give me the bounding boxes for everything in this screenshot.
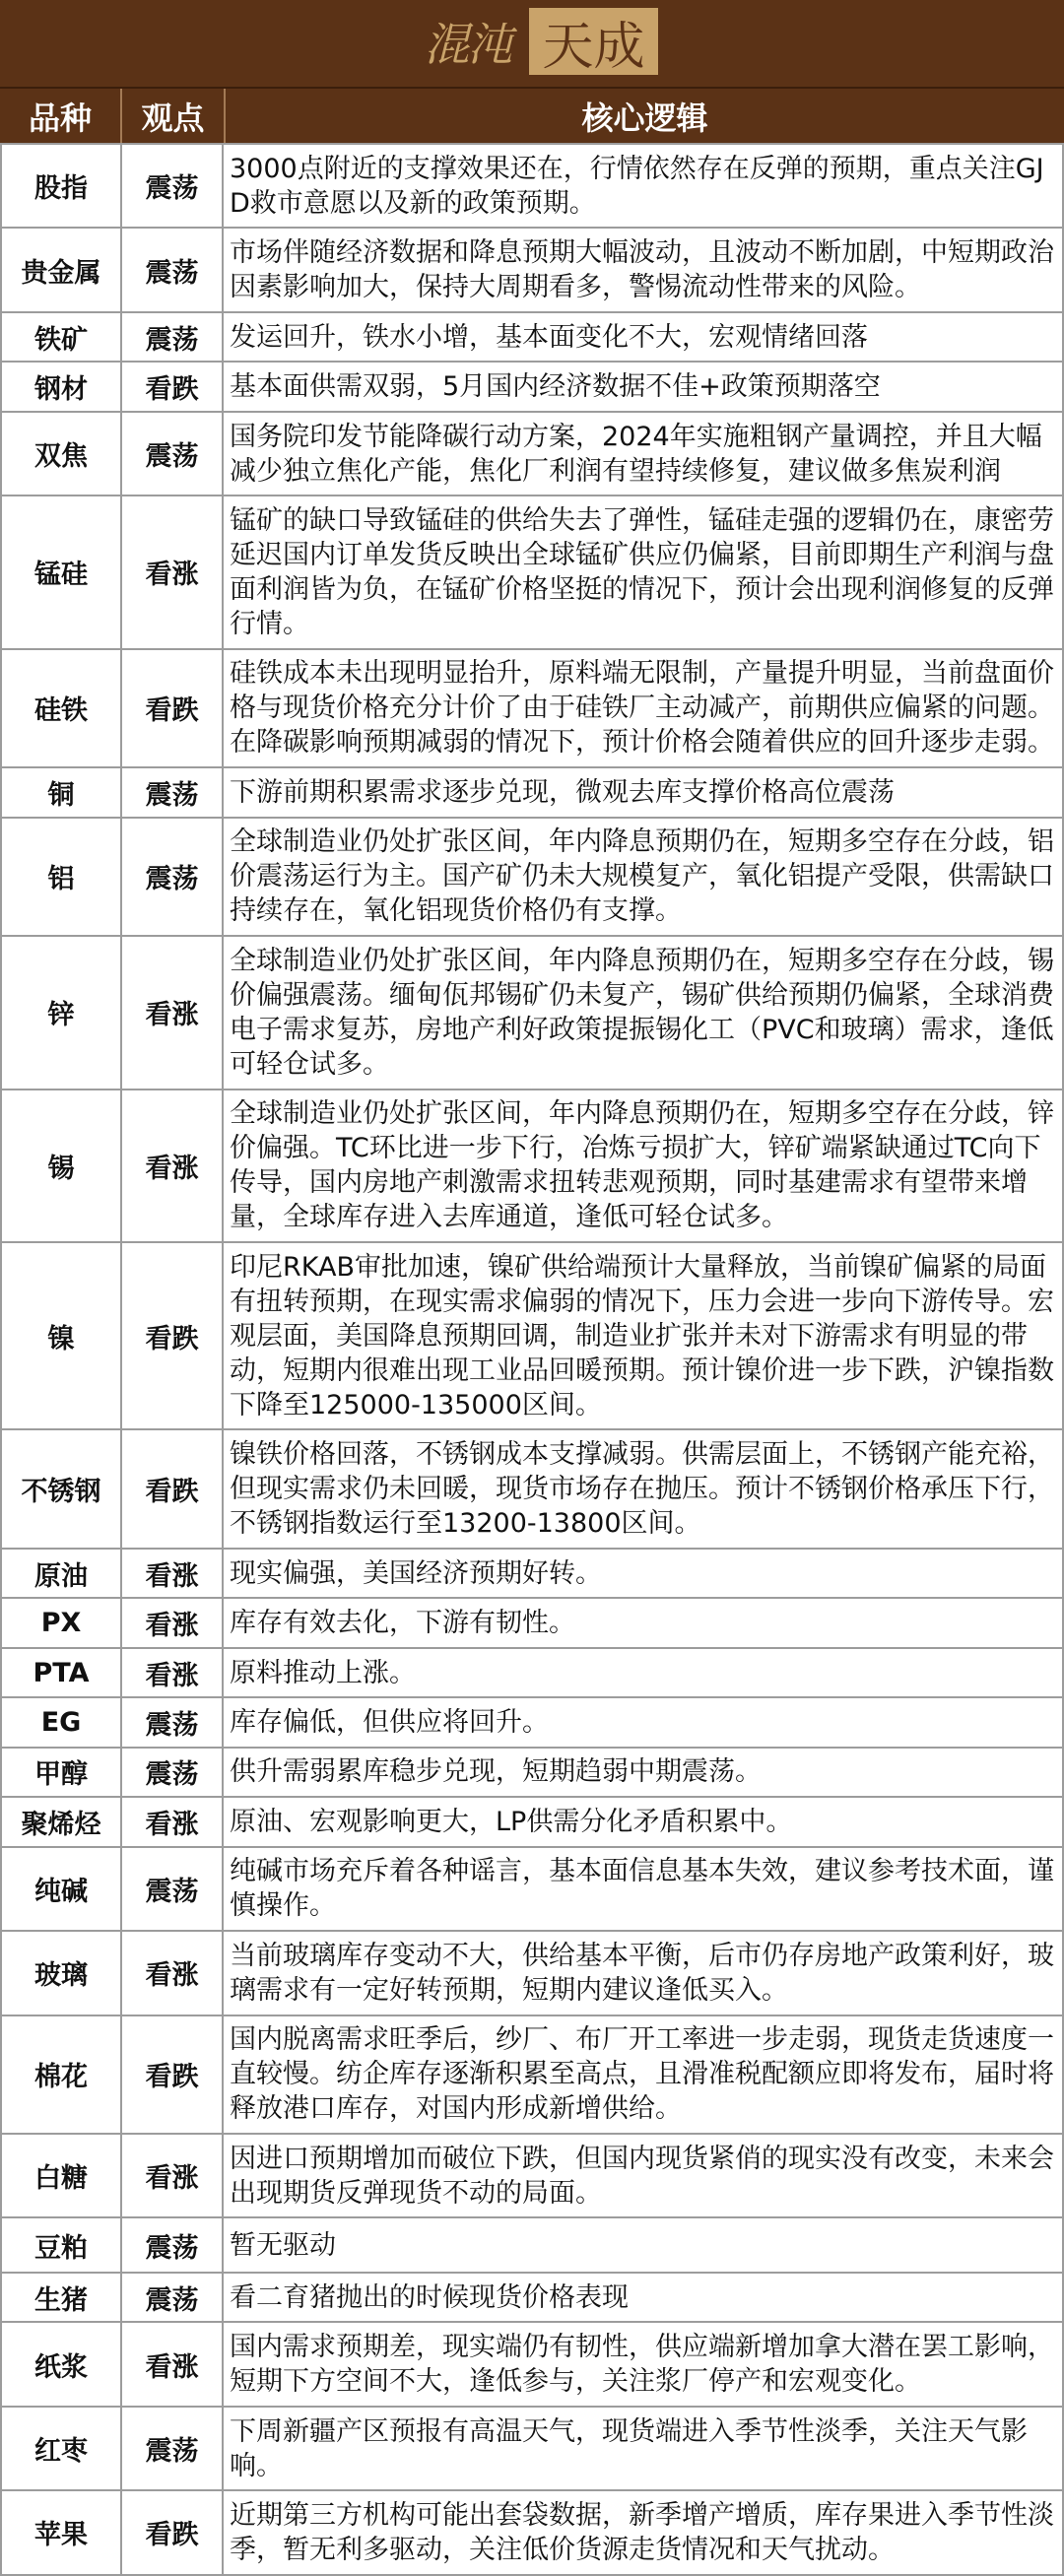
row-logic: 国内脱离需求旺季后，纱厂、布厂开工率进一步走弱，现货走货速度一直较慢。纺企库存逐渐积累至高点，且滑准税配额应即将发布，届时将释放港口库存，对国内形成新增供给。	[223, 2015, 1063, 2134]
table-row	[1, 412, 1063, 495]
row-view: 震荡	[121, 312, 223, 362]
row-variety: 聚烯烃	[1, 1797, 121, 1846]
table-row	[1, 1598, 1063, 1647]
row-variety: 锰硅	[1, 495, 121, 648]
table-row	[1, 1242, 1063, 1429]
table-row	[1, 2407, 1063, 2490]
row-variety: 苹果	[1, 2490, 121, 2574]
table-row	[1, 2134, 1063, 2217]
row-variety: PX	[1, 1598, 121, 1647]
table-row	[1, 1847, 1063, 1931]
row-view: 看涨	[121, 1598, 223, 1647]
row-logic: 下游前期积累需求逐步兑现，微观去库支撑价格高位震荡	[223, 767, 1063, 817]
row-variety: 原油	[1, 1549, 121, 1598]
row-logic: 镍铁价格回落，不锈钢成本支撑减弱。供需层面上，不锈钢产能充裕，但现实需求仍未回暖，现货市场存在抛压。预计不锈钢价格承压下行，不锈钢指数运行至13200-13800区间。	[223, 1429, 1063, 1548]
row-variety: 锡	[1, 1090, 121, 1242]
table-row	[1, 1931, 1063, 2015]
company-logo	[406, 6, 658, 77]
row-variety: 甲醇	[1, 1748, 121, 1797]
row-view: 看涨	[121, 1797, 223, 1846]
row-view: 看涨	[121, 1549, 223, 1598]
row-view: 看涨	[121, 2134, 223, 2217]
row-logic: 全球制造业仍处扩张区间，年内降息预期仍在，短期多空存在分歧，锌价偏强。TC环比进一步下行，冶炼亏损扩大，锌矿端紧缺通过TC向下传导，国内房地产刺激需求扭转悲观预期，同时基建需求有望带来增量，全球库存进入去库通道，逢低可轻仓试多。	[223, 1090, 1063, 1242]
row-logic: 库存有效去化，下游有韧性。	[223, 1598, 1063, 1647]
row-logic: 库存偏低，但供应将回升。	[223, 1697, 1063, 1747]
row-view: 震荡	[121, 767, 223, 817]
row-variety: 铝	[1, 818, 121, 936]
row-variety: 纸浆	[1, 2322, 121, 2406]
row-view: 看涨	[121, 1648, 223, 1697]
row-logic: 国务院印发节能降碳行动方案，2024年实施粗钢产量调控，并且大幅减少独立焦化产能，焦化厂利润有望持续修复，建议做多焦炭利润	[223, 412, 1063, 495]
row-logic: 当前玻璃库存变动不大，供给基本平衡，后市仍存房地产政策利好，玻璃需求有一定好转预期，短期内建议逢低买入。	[223, 1931, 1063, 2015]
row-view: 看涨	[121, 495, 223, 648]
row-logic: 印尼RKAB审批加速，镍矿供给端预计大量释放，当前镍矿偏紧的局面有扭转预期，在现实需求偏弱的情况下，压力会进一步向下游传导。宏观层面，美国降息预期回调，制造业扩张并未对下游需求有明显的带动，短期内很难出现工业品回暖预期。预计镍价进一步下跌，沪镍指数下降至125000-135000区间。	[223, 1242, 1063, 1429]
row-view: 震荡	[121, 2217, 223, 2272]
row-logic: 硅铁成本未出现明显抬升，原料端无限制，产量提升明显，当前盘面价格与现货价格充分计价了由于硅铁厂主动减产，前期供应偏紧的问题。在降碳影响预期减弱的情况下，预计价格会随着供应的回升逐步走弱。	[223, 649, 1063, 767]
row-view: 震荡	[121, 144, 223, 228]
table-row	[1, 2273, 1063, 2322]
row-view: 看跌	[121, 362, 223, 411]
table-row	[1, 818, 1063, 936]
row-view: 震荡	[121, 2273, 223, 2322]
row-variety: PTA	[1, 1648, 121, 1697]
row-variety: 生猪	[1, 2273, 121, 2322]
row-view: 看跌	[121, 1429, 223, 1548]
row-variety: 双焦	[1, 412, 121, 495]
table-row	[1, 495, 1063, 648]
row-variety: 贵金属	[1, 228, 121, 311]
row-view: 震荡	[121, 412, 223, 495]
row-logic: 市场伴随经济数据和降息预期大幅波动，且波动不断加剧，中短期政治因素影响加大，保持大周期看多，警惕流动性带来的风险。	[223, 228, 1063, 311]
table-row	[1, 1090, 1063, 1242]
row-variety: 硅铁	[1, 649, 121, 767]
header-logic: 核心逻辑	[224, 89, 1064, 143]
row-logic: 供升需弱累库稳步兑现，短期趋弱中期震荡。	[223, 1748, 1063, 1797]
row-variety: 棉花	[1, 2015, 121, 2134]
row-view: 看跌	[121, 2015, 223, 2134]
views-table	[0, 143, 1064, 2576]
row-variety: 股指	[1, 144, 121, 228]
row-logic: 暂无驱动	[223, 2217, 1063, 2272]
row-logic: 锰矿的缺口导致锰硅的供给失去了弹性，锰硅走强的逻辑仍在，康密劳延迟国内订单发货反映出全球锰矿供应仍偏紧，目前即期生产利润与盘面利润皆为负，在锰矿价格坚挺的情况下，预计会出现利润修复的反弹行情。	[223, 495, 1063, 648]
row-view: 震荡	[121, 1748, 223, 1797]
table-row	[1, 2217, 1063, 2272]
table-body	[1, 144, 1063, 2575]
table-row	[1, 362, 1063, 411]
row-view: 看跌	[121, 1242, 223, 1429]
table-row	[1, 1648, 1063, 1697]
row-logic: 近期第三方机构可能出套袋数据，新季增产增质，库存果进入季节性淡季，暂无利多驱动，关注低价货源走货情况和天气扰动。	[223, 2490, 1063, 2574]
row-variety: 白糖	[1, 2134, 121, 2217]
row-logic: 因进口预期增加而破位下跌，但国内现货紧俏的现实没有改变，未来会出现期货反弹现货不动的局面。	[223, 2134, 1063, 2217]
row-logic: 现实偏强，美国经济预期好转。	[223, 1549, 1063, 1598]
table-row	[1, 936, 1063, 1089]
table-row	[1, 1797, 1063, 1846]
row-logic: 全球制造业仍处扩张区间，年内降息预期仍在，短期多空存在分歧，铝价震荡运行为主。国产矿仍未大规模复产，氧化铝提产受限，供需缺口持续存在，氧化铝现货价格仍有支撑。	[223, 818, 1063, 936]
row-logic: 全球制造业仍处扩张区间，年内降息预期仍在，短期多空存在分歧，锡价偏强震荡。缅甸佤邦锡矿仍未复产，锡矿供给预期仍偏紧，全球消费电子需求复苏，房地产利好政策提振锡化工（PVC和玻璃）需求，逢低可轻仓试多。	[223, 936, 1063, 1089]
row-variety: 钢材	[1, 362, 121, 411]
table-row	[1, 2322, 1063, 2406]
row-view: 看跌	[121, 2490, 223, 2574]
row-variety: 纯碱	[1, 1847, 121, 1931]
row-variety: 玻璃	[1, 1931, 121, 2015]
row-view: 震荡	[121, 1847, 223, 1931]
row-variety: 镍	[1, 1242, 121, 1429]
row-logic: 发运回升，铁水小增，基本面变化不大，宏观情绪回落	[223, 312, 1063, 362]
row-variety: 红枣	[1, 2407, 121, 2490]
table-row	[1, 767, 1063, 817]
row-view: 看涨	[121, 1090, 223, 1242]
row-view: 震荡	[121, 2407, 223, 2490]
table-row	[1, 1429, 1063, 1548]
row-view: 看涨	[121, 1931, 223, 2015]
table-row	[1, 1748, 1063, 1797]
row-logic: 基本面供需双弱，5月国内经济数据不佳+政策预期落空	[223, 362, 1063, 411]
row-variety: 铁矿	[1, 312, 121, 362]
table-row	[1, 2015, 1063, 2134]
logo-left-text: 混沌	[424, 18, 511, 71]
row-variety: EG	[1, 1697, 121, 1747]
banner	[0, 0, 1064, 87]
header-variety: 品种	[28, 99, 92, 137]
row-logic: 看二育猪抛出的时候现货价格表现	[223, 2273, 1063, 2322]
row-logic: 3000点附近的支撑效果还在，行情依然存在反弹的预期，重点关注GJD救市意愿以及新的政策预期。	[223, 144, 1063, 228]
table-row	[1, 649, 1063, 767]
table-header	[0, 87, 1064, 143]
row-variety: 铜	[1, 767, 121, 817]
table-row	[1, 1697, 1063, 1747]
table-row	[1, 2490, 1063, 2574]
table-row	[1, 228, 1063, 311]
row-variety: 锌	[1, 936, 121, 1089]
row-logic: 原料推动上涨。	[223, 1648, 1063, 1697]
logo-right-text: 天成	[529, 8, 658, 75]
row-logic: 国内需求预期差，现实端仍有韧性，供应端新增加拿大潜在罢工影响，短期下方空间不大，逢低参与，关注浆厂停产和宏观变化。	[223, 2322, 1063, 2406]
row-view: 看跌	[121, 649, 223, 767]
row-logic: 纯碱市场充斥着各种谣言，基本面信息基本失效，建议参考技术面，谨慎操作。	[223, 1847, 1063, 1931]
header-view: 观点	[120, 89, 224, 143]
row-view: 看涨	[121, 2322, 223, 2406]
row-view: 看涨	[121, 936, 223, 1089]
row-logic: 原油、宏观影响更大，LP供需分化矛盾积累中。	[223, 1797, 1063, 1846]
row-view: 震荡	[121, 228, 223, 311]
row-logic: 下周新疆产区预报有高温天气，现货端进入季节性淡季，关注天气影响。	[223, 2407, 1063, 2490]
table-row	[1, 1549, 1063, 1598]
row-view: 震荡	[121, 818, 223, 936]
table-row	[1, 312, 1063, 362]
row-variety: 豆粕	[1, 2217, 121, 2272]
table-row	[1, 144, 1063, 228]
row-variety: 不锈钢	[1, 1429, 121, 1548]
row-view: 震荡	[121, 1697, 223, 1747]
